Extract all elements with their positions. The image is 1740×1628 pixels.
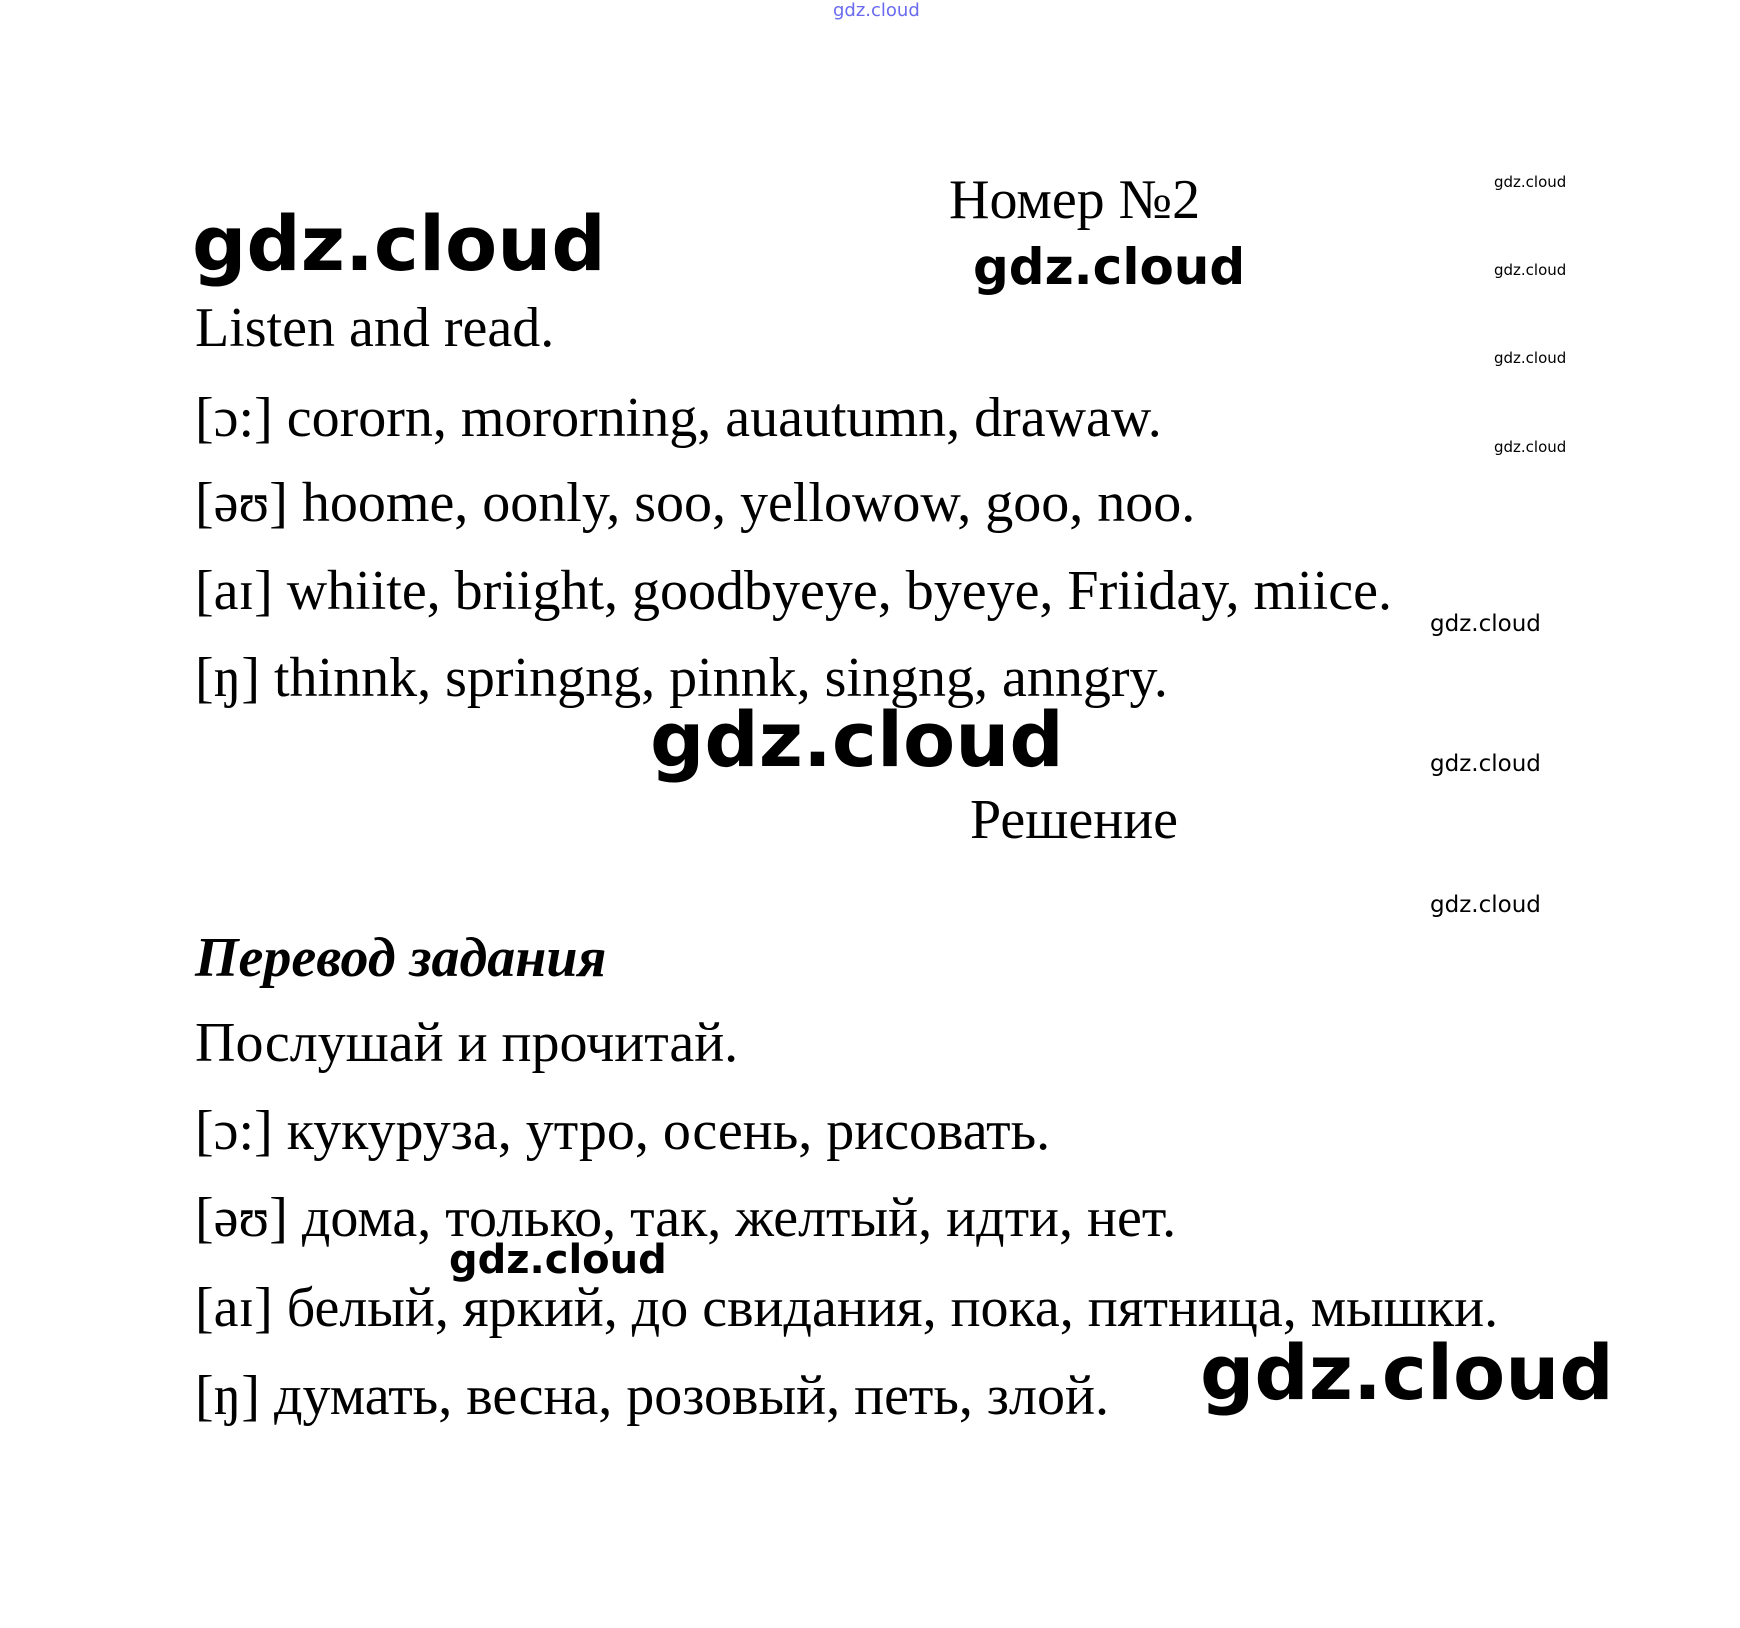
watermark: gdz.cloud bbox=[1494, 349, 1567, 367]
translation-instruction: Послушай и прочитай. bbox=[195, 1012, 739, 1074]
watermark: gdz.cloud bbox=[1430, 892, 1541, 918]
watermark: gdz.cloud bbox=[1494, 261, 1567, 279]
task-line: [əʊ] hoome, oonly, soo, yellowow, goo, noo. bbox=[195, 472, 1196, 534]
watermark: gdz.cloud bbox=[1494, 438, 1567, 456]
translation-heading: Перевод задания bbox=[195, 927, 607, 989]
translation-line: [aɪ] белый, яркий, до свидания, пока, пятница, мышки. bbox=[195, 1277, 1499, 1339]
task-instruction: Listen and read. bbox=[195, 297, 555, 359]
watermark: gdz.cloud bbox=[650, 695, 1064, 784]
watermark: gdz.cloud bbox=[192, 199, 606, 288]
watermark: gdz.cloud bbox=[1430, 751, 1541, 777]
task-line: [ŋ] thinnk, springng, pinnk, singng, anngry. bbox=[195, 647, 1168, 709]
watermark: gdz.cloud bbox=[1200, 1328, 1614, 1417]
watermark: gdz.cloud bbox=[973, 238, 1246, 296]
watermark: gdz.cloud bbox=[449, 1237, 667, 1283]
task-line: [ɔ:] cororn, mororning, auautumn, drawaw. bbox=[195, 387, 1162, 449]
watermark: gdz.cloud bbox=[1494, 173, 1567, 191]
translation-line: [ɔ:] кукуруза, утро, осень, рисовать. bbox=[195, 1100, 1051, 1162]
watermark: gdz.cloud bbox=[1430, 611, 1541, 637]
translation-line: [ŋ] думать, весна, розовый, петь, злой. bbox=[195, 1365, 1109, 1427]
task-title: Номер №2 bbox=[949, 169, 1201, 231]
translation-line: [əʊ] дома, только, так, желтый, идти, нет. bbox=[195, 1187, 1177, 1249]
watermark: gdz.cloud bbox=[833, 0, 920, 21]
solution-title: Решение bbox=[970, 789, 1179, 851]
task-line: [aɪ] whiite, briight, goodbyeye, byeye, Friiday, miice. bbox=[195, 560, 1392, 622]
